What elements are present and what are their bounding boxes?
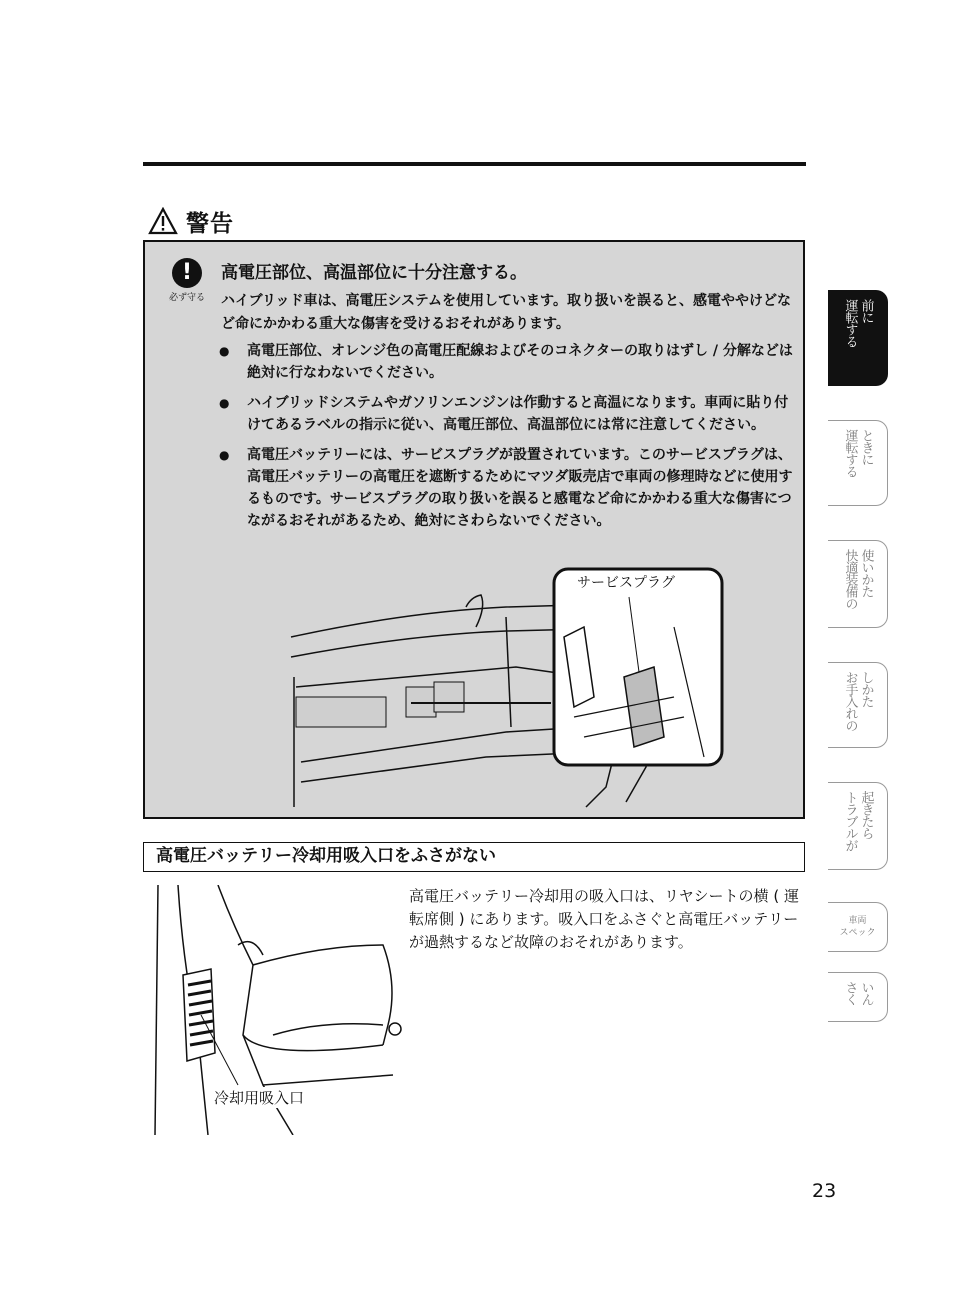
warning-heading: 高電圧部位、高温部位に十分注意する。 [221, 263, 527, 283]
top-rule [143, 162, 806, 166]
tab-label: 使いかた [858, 549, 874, 597]
tab-specifications[interactable] [828, 902, 888, 952]
warning-bullet-list [219, 340, 799, 540]
warning-header [148, 203, 234, 239]
tab-label: 前に [858, 299, 874, 323]
tab-label: 起きたら [858, 791, 874, 839]
warning-bullet: ● 高電圧バッテリーには、サービスプラグが設置されています。このサービスプラグは、高電圧バッテリーの高電圧を遮断するためにマツダ販売店で車両の修理時などに使用するものです。サービスプラグの取り扱いを誤ると感電など命にかかわる重大な傷害につながるおそれがあるため、絶対にさわらないでください。 [219, 444, 799, 532]
tab-label: 快適装備の [842, 549, 858, 609]
warning-bullet: ● 高電圧部位、オレンジ色の高電圧配線およびそのコネクターの取りはずし / 分解などは絶対に行なわないでください。 [219, 340, 799, 384]
warning-bullet: ● ハイブリッドシステムやガソリンエンジンは作動すると高温になります。車両に貼り付けてあるラベルの指示に従い、高電圧部位、高温部位には常に注意してください。 [219, 392, 799, 436]
section-body: 高電圧バッテリー冷却用の吸入口は、リヤシートの横 ( 運転席側 ) にあります。吸入口をふさぐと高電圧バッテリーが過熱するなど故障のおそれがあります。 [409, 887, 799, 951]
trunk-service-plug-illustration [286, 567, 726, 812]
tab-label: 運転する [842, 299, 858, 347]
exclamation-icon: ! [172, 258, 202, 288]
must-follow-badge [167, 258, 207, 303]
warning-triangle-icon [148, 207, 178, 235]
tab-comfort-features[interactable] [828, 540, 888, 628]
tab-index[interactable] [828, 972, 888, 1022]
tab-label: いん [858, 981, 874, 1005]
tab-before-driving[interactable] [828, 290, 888, 386]
tab-maintenance[interactable] [828, 662, 888, 748]
tab-label: ときに [858, 429, 874, 465]
tab-label: 運転する [842, 429, 858, 477]
cooling-intake-label: 冷却用吸入口 [214, 1089, 305, 1107]
must-follow-label: 必ず守る [168, 293, 205, 303]
tab-label: さく [842, 981, 858, 1005]
page-number: 23 [812, 1180, 837, 1202]
warning-title: 警告 [186, 210, 234, 237]
section-title: 高電圧バッテリー冷却用吸入口をふさがない [143, 842, 805, 872]
warning-box [143, 240, 805, 819]
tab-label-line: 車両 [848, 916, 867, 926]
tab-label: しかた [858, 671, 874, 707]
tab-label: お手入れの [842, 671, 858, 731]
tab-when-driving[interactable] [828, 420, 888, 506]
tab-troubleshooting[interactable] [828, 782, 888, 870]
tab-label: トラブルが [842, 791, 858, 851]
warning-intro: ハイブリッド車は、高電圧システムを使用しています。取り扱いを誤ると、感電ややけどなど命にかかわる重大な傷害を受けるおそれがあります。 [221, 293, 791, 332]
tab-label [839, 903, 875, 939]
tab-label-line: スペック [839, 928, 876, 938]
service-plug-label: サービスプラグ [577, 575, 675, 591]
